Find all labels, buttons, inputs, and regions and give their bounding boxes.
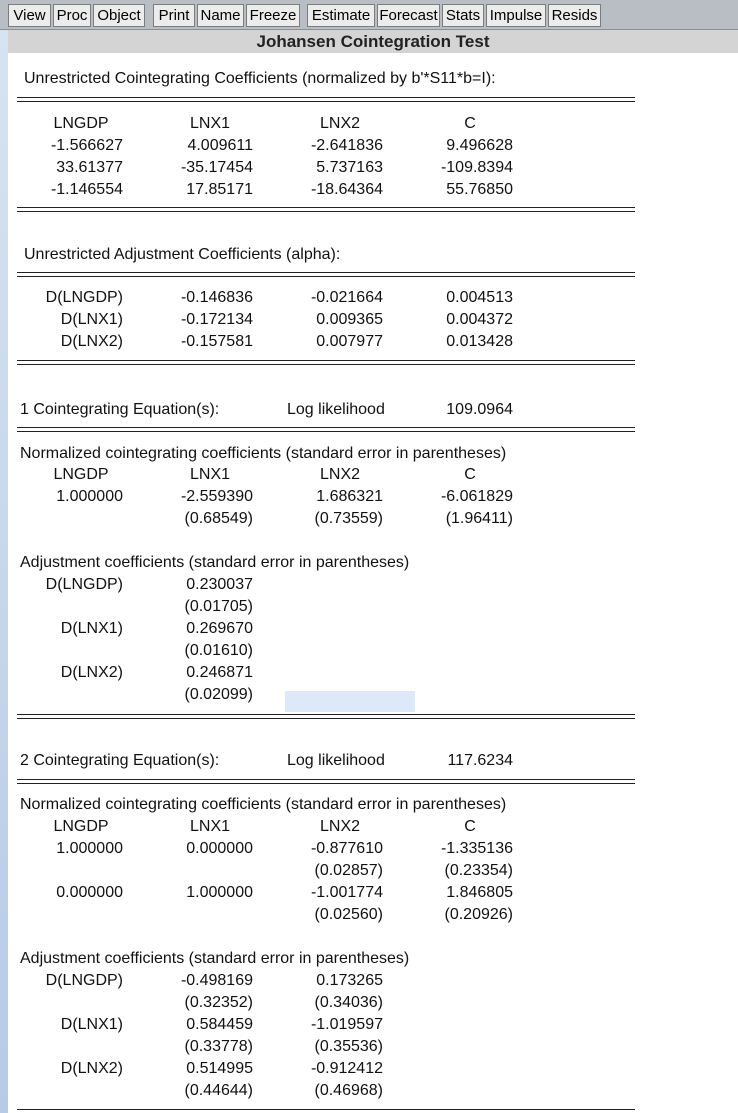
adj-coef: 0.246871 xyxy=(186,664,253,681)
view-button[interactable]: View xyxy=(8,4,51,27)
alpha-cell: 0.004372 xyxy=(446,311,513,328)
adj-coef: 0.584459 xyxy=(186,1016,253,1033)
coef-cell: -35.17454 xyxy=(180,159,253,176)
adj-row-label: D(LNGDP) xyxy=(45,972,123,989)
resids-button[interactable]: Resids xyxy=(548,4,601,27)
bottom-rule xyxy=(17,1109,635,1110)
std-error: (0.23354) xyxy=(444,862,513,879)
eq2-label: 2 Cointegrating Equation(s): xyxy=(20,752,220,769)
eq2-ll-label: Log likelihood xyxy=(287,752,385,769)
adj-coef: -0.912412 xyxy=(310,1060,383,1077)
col-header: LNX2 xyxy=(319,115,361,132)
std-error: (0.20926) xyxy=(444,906,513,923)
left-window-edge xyxy=(0,30,8,1113)
adj-row-label: D(LNX2) xyxy=(60,664,123,681)
norm-coef: -1.335136 xyxy=(440,840,513,857)
norm-coef: 1.000000 xyxy=(56,488,123,505)
double-rule xyxy=(17,427,635,432)
eq1-adj-title: Adjustment coefficients (standard error in parentheses) xyxy=(20,554,410,571)
std-error: (0.02560) xyxy=(314,906,383,923)
eq2-ll-value: 117.6234 xyxy=(447,752,513,769)
std-error: (0.34036) xyxy=(314,994,383,1011)
alpha-cell: 0.007977 xyxy=(316,333,383,350)
coef-cell: 4.009611 xyxy=(187,137,253,154)
std-error: (0.46968) xyxy=(314,1082,383,1099)
std-error: (0.02099) xyxy=(184,686,253,703)
adj-row-label: D(LNX1) xyxy=(60,1016,123,1033)
adj-row-label: D(LNX2) xyxy=(60,1060,123,1077)
std-error: (0.02857) xyxy=(314,862,383,879)
coef-cell: -1.146554 xyxy=(50,181,123,198)
adj-coef: 0.269670 xyxy=(186,620,253,637)
std-error: (0.01705) xyxy=(184,598,253,615)
double-rule xyxy=(17,272,635,277)
std-error: (1.96411) xyxy=(445,510,513,527)
eq1-ll-value: 109.0964 xyxy=(446,401,513,418)
double-rule xyxy=(17,779,635,784)
norm-coef: -0.877610 xyxy=(310,840,383,857)
adj-coef: 0.230037 xyxy=(186,576,253,593)
coef-cell: 17.85171 xyxy=(186,181,253,198)
adj-row-label: D(LNGDP) xyxy=(45,576,123,593)
eq2-norm-title: Normalized cointegrating coefficients (standard error in parentheses) xyxy=(20,796,507,813)
eq1-label: 1 Cointegrating Equation(s): xyxy=(20,401,220,418)
norm-coef: 0.000000 xyxy=(186,840,253,857)
eq1-norm-title: Normalized cointegrating coefficients (standard error in parentheses) xyxy=(20,445,507,462)
coef-cell: 9.496628 xyxy=(446,137,513,154)
adj-row-label: D(LNX1) xyxy=(60,620,123,637)
output-view xyxy=(8,30,738,1113)
std-error: (0.44644) xyxy=(184,1082,253,1099)
impulse-button[interactable]: Impulse xyxy=(486,4,546,27)
col-header: LNX1 xyxy=(189,466,231,483)
double-rule xyxy=(17,360,635,365)
adj-coef: -1.019597 xyxy=(310,1016,383,1033)
col-header: LNGDP xyxy=(53,466,109,483)
std-error: (0.73559) xyxy=(314,510,383,527)
col-header: LNX1 xyxy=(189,818,231,835)
alpha-title: Unrestricted Adjustment Coefficients (alpha): xyxy=(24,246,341,263)
alpha-cell: -0.021664 xyxy=(310,289,383,306)
std-error: (0.01610) xyxy=(184,642,253,659)
alpha-cell: -0.146836 xyxy=(180,289,253,306)
adj-coef: 0.514995 xyxy=(186,1060,253,1077)
coef-cell: 33.61377 xyxy=(56,159,123,176)
std-error: (0.33778) xyxy=(184,1038,253,1055)
toolbar xyxy=(0,0,738,30)
alpha-cell: -0.157581 xyxy=(180,333,253,350)
norm-coef: 1.000000 xyxy=(56,840,123,857)
forecast-button[interactable]: Forecast xyxy=(377,4,440,27)
alpha-cell: 0.013428 xyxy=(446,333,513,350)
col-header: LNGDP xyxy=(53,818,109,835)
freeze-button[interactable]: Freeze xyxy=(246,4,300,27)
norm-coef: 1.000000 xyxy=(186,884,253,901)
col-header: LNX1 xyxy=(189,115,231,132)
selected-cell[interactable] xyxy=(285,691,415,712)
double-rule xyxy=(17,714,635,719)
alpha-row-label: D(LNX1) xyxy=(60,311,123,328)
eq2-adj-title: Adjustment coefficients (standard error in parentheses) xyxy=(20,950,410,967)
alpha-cell: 0.009365 xyxy=(316,311,383,328)
adj-coef: -0.498169 xyxy=(180,972,253,989)
name-button[interactable]: Name xyxy=(197,4,244,27)
col-header: C xyxy=(464,115,476,132)
estimate-button[interactable]: Estimate xyxy=(307,4,375,27)
proc-button[interactable]: Proc xyxy=(53,4,91,27)
norm-coef: -6.061829 xyxy=(440,488,513,505)
norm-coef: 1.846805 xyxy=(446,884,513,901)
double-rule xyxy=(17,207,635,212)
coef-cell: -2.641836 xyxy=(310,137,383,154)
coef-cell: -18.64364 xyxy=(310,181,383,198)
norm-coef: -1.001774 xyxy=(310,884,383,901)
alpha-cell: -0.172134 xyxy=(180,311,253,328)
col-header: C xyxy=(464,818,476,835)
coef-cell: -109.8394 xyxy=(440,159,513,176)
col-header: LNGDP xyxy=(53,115,109,132)
std-error: (0.68549) xyxy=(184,510,253,527)
adj-coef: 0.173265 xyxy=(316,972,383,989)
stats-button[interactable]: Stats xyxy=(442,4,484,27)
alpha-cell: 0.004513 xyxy=(446,289,513,306)
col-header: LNX2 xyxy=(319,818,361,835)
coef-cell: -1.566627 xyxy=(50,137,123,154)
print-button[interactable]: Print xyxy=(153,4,195,27)
col-header: LNX2 xyxy=(319,466,361,483)
unrestricted-coef-title: Unrestricted Cointegrating Coefficients (normalized by b'*S11*b=I): xyxy=(24,70,496,87)
eq1-ll-label: Log likelihood xyxy=(287,401,385,418)
double-rule xyxy=(17,97,635,102)
coef-cell: 55.76850 xyxy=(446,181,513,198)
std-error: (0.32352) xyxy=(184,994,253,1011)
std-error: (0.35536) xyxy=(314,1038,383,1055)
norm-coef: 0.000000 xyxy=(56,884,123,901)
col-header: C xyxy=(464,466,476,483)
norm-coef: -2.559390 xyxy=(180,488,253,505)
alpha-row-label: D(LNGDP) xyxy=(45,289,123,306)
coef-cell: 5.737163 xyxy=(316,159,383,176)
alpha-row-label: D(LNX2) xyxy=(60,333,123,350)
object-button[interactable]: Object xyxy=(93,4,145,27)
window-title: Johansen Cointegration Test xyxy=(8,30,738,53)
norm-coef: 1.686321 xyxy=(316,488,383,505)
